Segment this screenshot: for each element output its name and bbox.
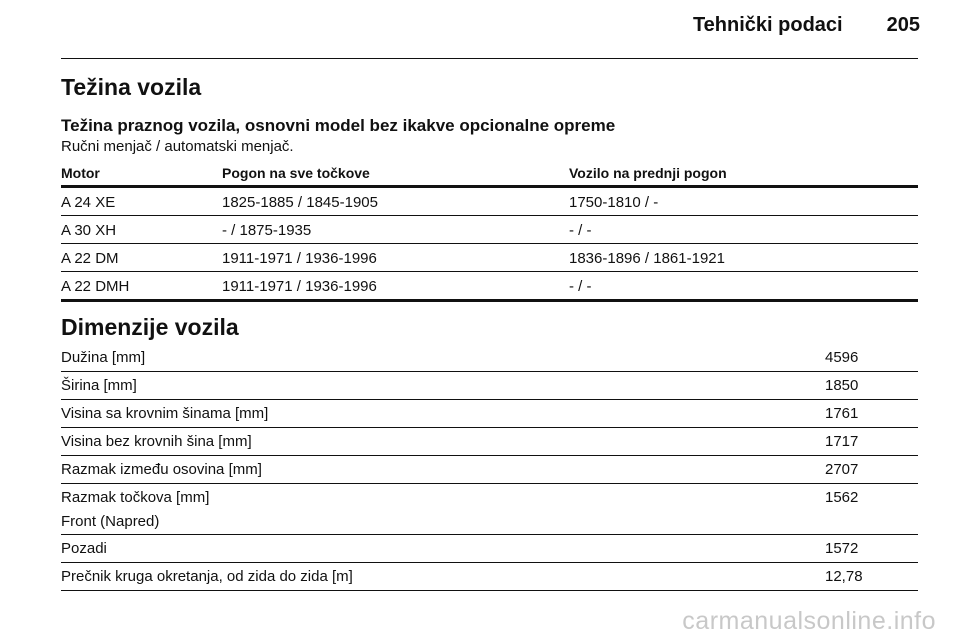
fwd-weight-cell: - / - <box>569 222 592 239</box>
table-row <box>61 372 918 400</box>
awd-weight-cell: 1911-1971 / 1936-1996 <box>222 250 377 267</box>
dimension-value: 4596 <box>825 349 859 366</box>
table-row <box>61 244 918 272</box>
dimension-value: 1717 <box>825 433 859 450</box>
weight-subtitle: Težina praznog vozila, osnovni model bez ikakve opcionalne opreme <box>61 116 616 135</box>
dimension-value: 2707 <box>825 461 859 478</box>
page-header <box>693 14 920 37</box>
dimension-label: Pozadi <box>61 540 107 557</box>
dimensions-section-title: Dimenzije vozila <box>61 314 239 340</box>
dimension-label: Razmak točkova [mm] <box>61 489 210 506</box>
column-header-fwd: Vozilo na prednji pogon <box>569 165 727 181</box>
column-header-motor: Motor <box>61 165 100 181</box>
dimensions-table <box>61 344 918 591</box>
table-row <box>61 188 918 216</box>
engine-cell: A 24 XE <box>61 194 116 211</box>
header-divider <box>61 58 918 59</box>
dimension-value: 1850 <box>825 377 859 394</box>
dimension-value: 12,78 <box>825 568 863 585</box>
engine-cell: A 22 DM <box>61 250 119 267</box>
fwd-weight-cell: - / - <box>569 278 592 295</box>
dimension-label: Razmak između osovina [mm] <box>61 461 262 478</box>
table-row <box>61 428 918 456</box>
weight-section-title: Težina vozila <box>61 74 202 100</box>
table-row <box>61 400 918 428</box>
section-title: Tehnički podaci <box>692 14 843 36</box>
column-header-awd: Pogon na sve točkove <box>222 165 370 181</box>
dimension-value: 1562 <box>825 489 859 506</box>
dimension-value: 1572 <box>825 540 859 557</box>
engine-cell: A 22 DMH <box>61 278 130 295</box>
dimension-value: 1761 <box>825 405 859 422</box>
watermark: carmanualsonline.info <box>682 607 936 635</box>
table-row <box>61 563 918 591</box>
dimension-label: Visina sa krovnim šinama [mm] <box>61 405 269 422</box>
table-row <box>61 456 918 484</box>
table-row <box>61 484 918 535</box>
dimension-sublabel: Front (Napred) <box>61 513 160 530</box>
weight-table <box>61 164 918 302</box>
awd-weight-cell: 1825-1885 / 1845-1905 <box>222 194 378 211</box>
table-row <box>61 535 918 563</box>
page-number: 205 <box>886 14 920 36</box>
dimension-label: Dužina [mm] <box>61 349 146 366</box>
weight-table-header <box>61 164 918 188</box>
table-row <box>61 272 918 302</box>
fwd-weight-cell: 1836-1896 / 1861-1921 <box>569 250 725 267</box>
awd-weight-cell: - / 1875-1935 <box>222 222 312 239</box>
table-row <box>61 216 918 244</box>
dimension-label: Širina [mm] <box>61 377 137 394</box>
awd-weight-cell: 1911-1971 / 1936-1996 <box>222 278 377 295</box>
engine-cell: A 30 XH <box>61 222 117 239</box>
table-row <box>61 344 918 372</box>
weight-note: Ručni menjač / automatski menjač. <box>61 138 294 155</box>
dimension-label: Visina bez krovnih šina [mm] <box>61 433 252 450</box>
fwd-weight-cell: 1750-1810 / - <box>569 194 659 211</box>
dimension-label: Prečnik kruga okretanja, od zida do zida [m] <box>61 568 353 585</box>
